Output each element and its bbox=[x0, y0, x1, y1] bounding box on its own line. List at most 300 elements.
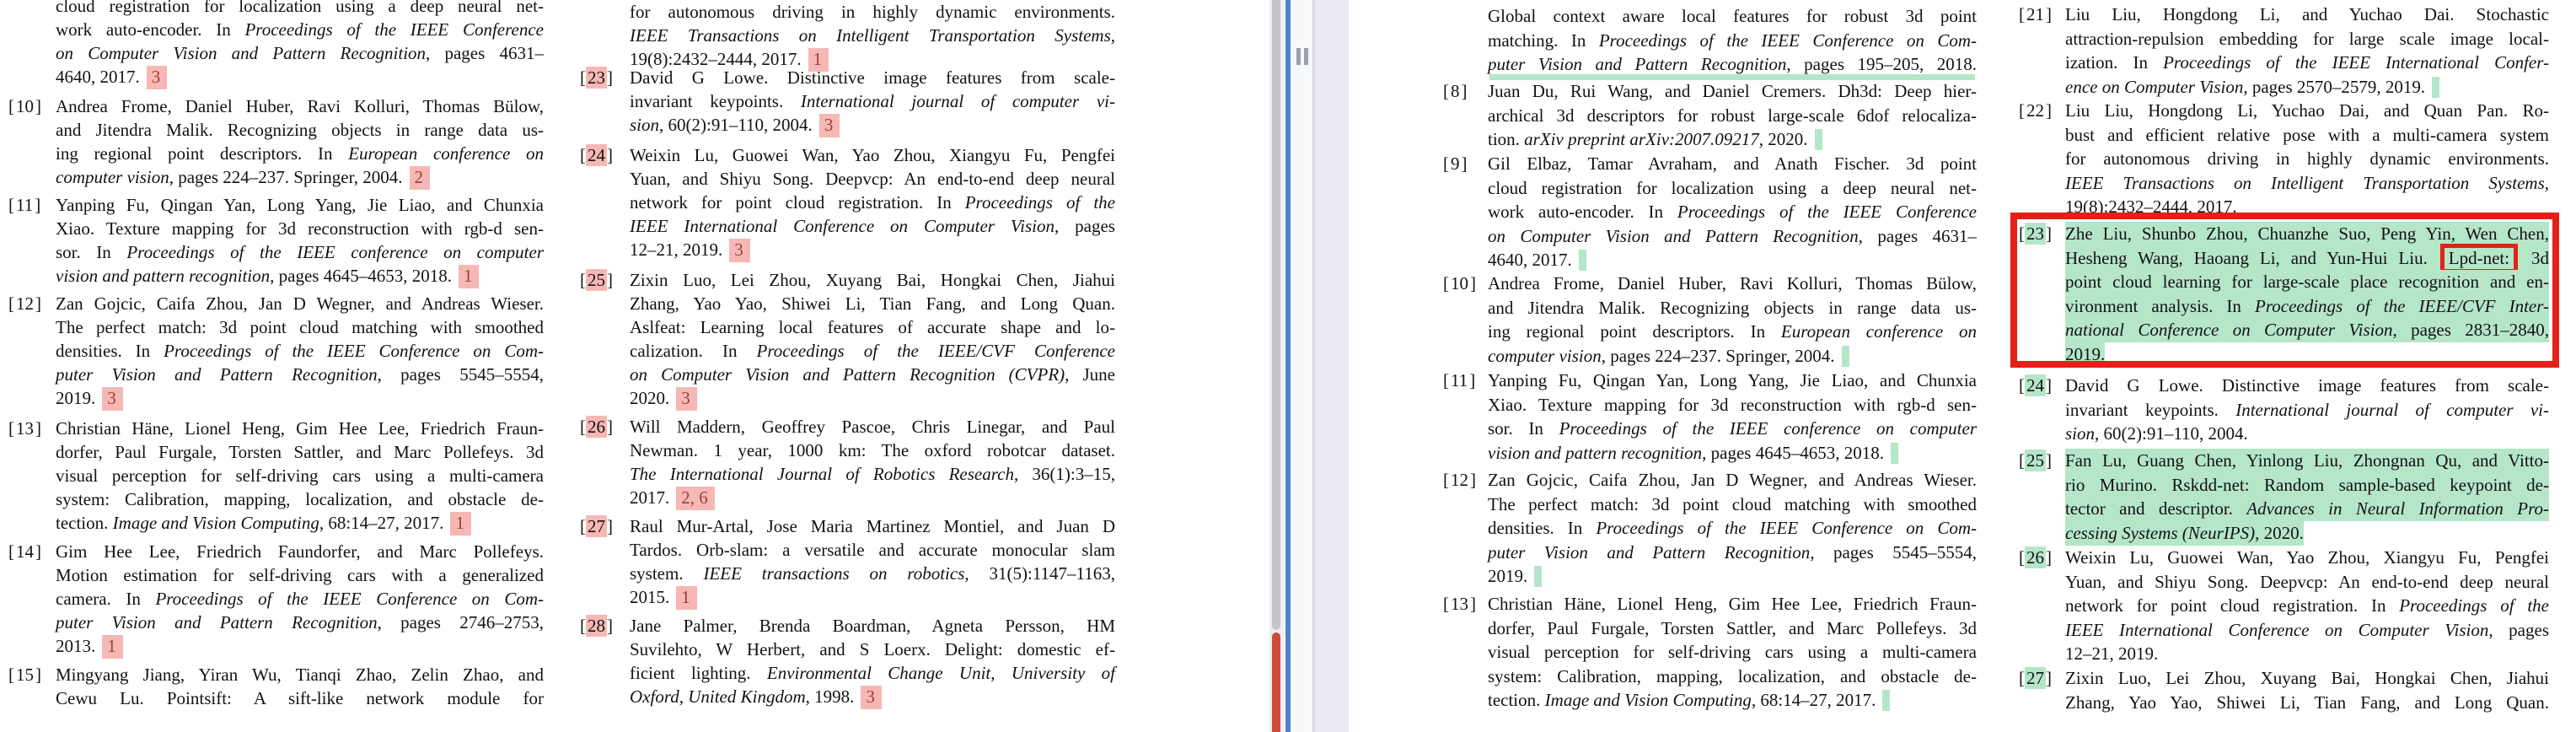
reference-entry-23 bbox=[2019, 222, 2549, 366]
reference-line bbox=[56, 18, 544, 41]
reference-line bbox=[2065, 294, 2549, 319]
reference-line bbox=[1443, 272, 1977, 296]
reference-text: densities. In Proceedings of the IEEE Conference on Com- bbox=[56, 341, 544, 361]
reference-text: puter Vision and Pattern Recognition, pages 195–205, 2018. bbox=[1488, 54, 1977, 74]
reference-text: for autonomous driving in highly dynamic environments. bbox=[630, 2, 1115, 22]
reference-text: Global context aware local features for robust 3d point bbox=[1488, 6, 1977, 26]
reference-entry-partial bbox=[56, 0, 544, 89]
reference-text: tion. arXiv preprint arXiv:2007.09217, 2020. bbox=[1488, 129, 1808, 149]
reference-text: archical 3d descriptors for robust large-scale 6dof relocaliza- bbox=[1488, 105, 1977, 126]
reference-entry-13 bbox=[8, 417, 544, 535]
reference-entry-11 bbox=[1443, 369, 1977, 465]
reference-line bbox=[630, 214, 1115, 238]
reference-line bbox=[56, 217, 544, 240]
diff-insertion-mark bbox=[1534, 566, 1542, 587]
reference-line bbox=[630, 89, 1115, 113]
reference-line bbox=[630, 315, 1115, 339]
citation-page-number-deleted: 2, 6 bbox=[676, 487, 715, 510]
reference-line bbox=[56, 41, 544, 65]
reference-line bbox=[2065, 318, 2549, 342]
reference-line bbox=[2019, 3, 2549, 27]
reference-line bbox=[630, 191, 1115, 214]
reference-number: [10] bbox=[1443, 273, 1476, 293]
reference-line bbox=[56, 315, 544, 339]
reference-line bbox=[2019, 546, 2549, 570]
reference-line bbox=[1488, 541, 1977, 565]
citation-page-number-deleted: 3 bbox=[861, 686, 882, 709]
reference-text: densities. In Proceedings of the IEEE Conference on Com- bbox=[1488, 518, 1977, 538]
reference-text: system: Calibration, mapping, localization, and obstacle de- bbox=[56, 489, 544, 509]
reference-line bbox=[1488, 665, 1977, 689]
reference-line bbox=[8, 94, 544, 118]
left-document-pane[interactable] bbox=[0, 0, 1269, 732]
reference-line bbox=[56, 264, 544, 288]
reference-text: sion, 60(2):91–110, 2004. bbox=[2065, 423, 2248, 444]
pause-handle-icon[interactable] bbox=[1296, 48, 1309, 65]
reference-text: Zixin Luo, Lei Zhou, Xuyang Bai, Hongkai Chen, Jiahui bbox=[630, 270, 1115, 290]
reference-text: Liu Liu, Hongdong Li, Yuchao Dai, and Quan Pan. Ro- bbox=[2065, 100, 2549, 121]
reference-text: attraction-repulsion embedding for large scale image local- bbox=[2065, 28, 2549, 49]
reference-line bbox=[56, 165, 544, 189]
reference-text: dorfer, Paul Furgale, Torsten Sattler, and Marc Pollefeys. 3d bbox=[56, 442, 544, 462]
citation-page-number-deleted: 2 bbox=[410, 166, 431, 190]
reference-text: cloud registration for localization using a deep neural net- bbox=[56, 0, 544, 16]
reference-text: and Jitendra Malik. Recognizing objects in range data us- bbox=[1488, 297, 1977, 318]
reference-number: [23] bbox=[580, 67, 613, 88]
reference-number: [12] bbox=[1443, 470, 1476, 490]
reference-text: computer vision, pages 224–237. Springer, 2004. bbox=[1488, 345, 1835, 366]
reference-line bbox=[630, 167, 1115, 191]
reference-text: Yuan, and Shiyu Song. Deepvcp: An end-to-end deep neural bbox=[630, 169, 1115, 189]
reference-text: 2013. bbox=[56, 636, 96, 656]
citation-page-number-deleted: 3 bbox=[676, 387, 697, 411]
reference-text: cessing Systems (NeurIPS), 2020. bbox=[2065, 521, 2304, 546]
reference-line bbox=[8, 292, 544, 315]
reference-text: David G Lowe. Distinctive image features from scale- bbox=[630, 67, 1115, 88]
reference-line bbox=[56, 65, 544, 89]
reference-text: on Computer Vision and Pattern Recognition, pages 4631– bbox=[56, 43, 544, 63]
reference-text: Gil Elbaz, Tamar Avraham, and Anath Fischer. 3d point bbox=[1488, 153, 1977, 174]
reference-text: sor. In Proceedings of the IEEE conference on computer bbox=[56, 242, 544, 262]
reference-line bbox=[2019, 666, 2549, 691]
reference-text: Xiao. Texture mapping for 3d reconstruction with rgb-d sen- bbox=[1488, 394, 1977, 415]
reference-line bbox=[1488, 52, 1977, 77]
reference-entry-23 bbox=[580, 66, 1115, 137]
reference-text: Juan Du, Rui Wang, and Daniel Cremers. Dh3d: Deep hier- bbox=[1488, 81, 1977, 101]
reference-text: Weixin Lu, Guowei Wan, Yao Zhou, Xiangyu Fu, Pengfei bbox=[2065, 547, 2549, 568]
reference-number: [10] bbox=[8, 96, 41, 116]
reference-line bbox=[580, 66, 1115, 89]
reference-line bbox=[630, 113, 1115, 137]
reference-line bbox=[8, 540, 544, 563]
reference-line bbox=[8, 663, 544, 686]
reference-text: puter Vision and Pattern Recognition, pages 5545–5554, bbox=[1488, 541, 1977, 562]
reference-line bbox=[580, 143, 1115, 167]
reference-line bbox=[1443, 592, 1977, 616]
reference-line bbox=[56, 611, 544, 634]
reference-text: IEEE Transactions on Intelligent Transportation Systems, bbox=[2065, 172, 2549, 193]
reference-number: [15] bbox=[8, 665, 41, 685]
reference-text: Andrea Frome, Daniel Huber, Ravi Kolluri, Thomas Bülow, bbox=[56, 96, 544, 116]
reference-line bbox=[1488, 104, 1977, 128]
reference-entry-26 bbox=[580, 415, 1115, 509]
reference-line bbox=[1488, 516, 1977, 541]
reference-line bbox=[2019, 449, 2549, 473]
reference-line bbox=[580, 415, 1115, 439]
reference-entry-24 bbox=[2019, 374, 2549, 446]
reference-text: Zixin Luo, Lei Zhou, Xuyang Bai, Hongkai Chen, Jiahui bbox=[2065, 668, 2549, 688]
reference-line bbox=[1488, 176, 1977, 201]
reference-text: Xiao. Texture mapping for 3d reconstruction with rgb-d sen- bbox=[56, 218, 544, 239]
reference-text: dorfer, Paul Furgale, Torsten Sattler, and Marc Pollefeys. 3d bbox=[1488, 617, 1977, 638]
reference-text: system: Calibration, mapping, localization, and obstacle de- bbox=[1488, 665, 1977, 686]
reference-text: sion, 60(2):91–110, 2004. bbox=[630, 115, 813, 135]
reference-text: Christian Häne, Lionel Heng, Gim Hee Lee, Friedrich Fraun- bbox=[1488, 594, 1977, 614]
reference-line bbox=[2065, 594, 2549, 618]
reference-line bbox=[2065, 618, 2549, 643]
reference-text: ization. In Proceedings of the IEEE International Confer- bbox=[2065, 52, 2549, 73]
reference-text: puter Vision and Pattern Recognition, pages 2746–2753, bbox=[56, 612, 544, 632]
splitter-panel bbox=[1291, 0, 1315, 732]
reference-line bbox=[2065, 422, 2549, 446]
reference-text: 2019. bbox=[56, 388, 96, 408]
reference-number: [11] bbox=[1443, 370, 1476, 390]
reference-line bbox=[1488, 320, 1977, 344]
reference-number: [25] bbox=[2019, 450, 2052, 471]
diff-insertion-mark bbox=[1882, 690, 1890, 711]
reference-line bbox=[1488, 296, 1977, 320]
reference-number: [28] bbox=[580, 616, 613, 636]
citation-page-number-deleted: 3 bbox=[147, 66, 168, 89]
reference-text: Hesheng Wang, Haoang Li, and Yun-Hui Liu. Lpd-net: 3d bbox=[2065, 246, 2549, 271]
reference-line bbox=[56, 464, 544, 487]
reference-line bbox=[1488, 4, 1977, 29]
reference-text: for autonomous driving in highly dynamic environments. bbox=[2065, 148, 2549, 169]
reference-line bbox=[56, 142, 544, 165]
diff-insertion-mark bbox=[1842, 346, 1849, 367]
reference-line bbox=[630, 661, 1115, 685]
reference-line bbox=[8, 193, 544, 217]
reference-text: visual perception for self-driving cars using a multi-camera bbox=[1488, 642, 1977, 662]
reference-text: IEEE Transactions on Intelligent Transportation Systems, bbox=[630, 25, 1115, 46]
reference-text: camera. In Proceedings of the IEEE Conference on Com- bbox=[56, 589, 544, 609]
reference-entry-22 bbox=[2019, 99, 2549, 219]
reference-text: bust and efficient relative pose with a multi-camera system bbox=[2065, 124, 2549, 145]
reference-entry-13 bbox=[1443, 592, 1977, 713]
reference-text: The perfect match: 3d point cloud matching with smoothed bbox=[56, 317, 544, 337]
reference-entry-10 bbox=[1443, 272, 1977, 368]
reference-entry-28 bbox=[580, 614, 1115, 708]
reference-line bbox=[56, 511, 544, 535]
reference-text: IEEE International Conference on Computer Vision, pages bbox=[2065, 619, 2549, 640]
reference-line bbox=[2065, 123, 2549, 148]
diff-insertion-mark bbox=[1579, 250, 1586, 271]
reference-entry-partial bbox=[630, 0, 1115, 71]
reference-line bbox=[1488, 393, 1977, 417]
reference-number: [22] bbox=[2019, 100, 2052, 121]
reference-number: [13] bbox=[8, 418, 41, 439]
reference-text: work auto-encoder. In Proceedings of the IEEE Conference bbox=[1488, 202, 1977, 222]
reference-line bbox=[1488, 688, 1977, 713]
reference-line bbox=[580, 614, 1115, 638]
reference-entry-26 bbox=[2019, 546, 2549, 666]
reference-entry-12 bbox=[8, 292, 544, 410]
reference-text: ence on Computer Vision, pages 2570–2579, 2019. bbox=[2065, 76, 2426, 97]
reference-line bbox=[2065, 398, 2549, 423]
reference-text: visual perception for self-driving cars using a multi-camera bbox=[56, 466, 544, 486]
reference-text: Will Maddern, Geoffrey Pascoe, Chris Linegar, and Paul bbox=[630, 417, 1115, 437]
reference-line bbox=[630, 24, 1115, 47]
reference-text: system. IEEE transactions on robotics, 31(5):1147–1163, bbox=[630, 563, 1116, 584]
reference-text: invariant keypoints. International journal of computer vi- bbox=[630, 91, 1115, 111]
reference-text: Jane Palmer, Brenda Boardman, Agneta Persson, HM bbox=[630, 616, 1115, 636]
reference-text: Cewu Lu. Pointsift: A sift-like network module for bbox=[56, 688, 544, 708]
reference-line bbox=[8, 417, 544, 440]
reference-text: Zan Gojcic, Caifa Zhou, Jan D Wegner, and Andreas Wieser. bbox=[1488, 470, 1977, 490]
reference-line bbox=[2065, 171, 2549, 196]
reference-text: Aslfeat: Learning local features of accurate shape and lo- bbox=[630, 317, 1115, 337]
reference-number: [12] bbox=[8, 293, 41, 314]
reference-line bbox=[1488, 200, 1977, 224]
reference-text: 4640, 2017. bbox=[56, 67, 140, 87]
reference-line bbox=[2065, 473, 2549, 498]
reference-line bbox=[1488, 492, 1977, 517]
scrollbar-diff-marker bbox=[1272, 632, 1280, 732]
reference-line bbox=[2065, 342, 2549, 367]
reference-entry-24 bbox=[580, 143, 1115, 261]
reference-text: Yuan, and Shiyu Song. Deepvcp: An end-to-end deep neural bbox=[2065, 571, 2549, 592]
reference-text: ing regional point descriptors. In European conference on bbox=[1488, 321, 1977, 342]
reference-text: Christian Häne, Lionel Heng, Gim Hee Lee, Friedrich Fraun- bbox=[56, 418, 544, 439]
reference-entry-10 bbox=[8, 94, 544, 189]
reference-entry-27 bbox=[2019, 666, 2549, 714]
reference-line bbox=[630, 462, 1115, 486]
reference-text: Oxford, United Kingdom, 1998. bbox=[630, 686, 855, 707]
reference-text: Zan Gojcic, Caifa Zhou, Jan D Wegner, and Andreas Wieser. bbox=[56, 293, 544, 314]
reference-line bbox=[56, 587, 544, 611]
reference-text: Zhang, Yao Yao, Shiwei Li, Tian Fang, and Long Quan. bbox=[2065, 692, 2549, 713]
citation-page-number-deleted: 1 bbox=[676, 586, 697, 610]
reference-text: 2019. bbox=[1488, 566, 1528, 586]
citation-page-number-deleted: 1 bbox=[102, 635, 123, 659]
citation-page-number-deleted: 1 bbox=[459, 265, 480, 288]
citation-page-number-deleted: 1 bbox=[450, 512, 471, 536]
reference-text: work auto-encoder. In Proceedings of the IEEE Conference bbox=[56, 19, 544, 40]
citation-page-number-deleted: 3 bbox=[729, 239, 750, 262]
citation-page-number-deleted: 1 bbox=[808, 48, 829, 72]
reference-line bbox=[56, 0, 544, 18]
reference-text: Raul Mur-Artal, Jose Maria Martinez Montiel, and Juan D bbox=[630, 516, 1115, 536]
reference-entry-15 bbox=[8, 663, 544, 710]
reference-line bbox=[580, 514, 1115, 538]
reference-text: Yanping Fu, Qingan Yan, Long Yang, Jie Liao, and Chunxia bbox=[1488, 370, 1977, 390]
reference-text: tection. Image and Vision Computing, 68:14–27, 2017. bbox=[56, 513, 444, 533]
reference-text: cloud registration for localization using a deep neural net- bbox=[1488, 177, 1977, 198]
reference-text: 12–21, 2019. bbox=[630, 240, 723, 260]
reference-line bbox=[2065, 497, 2549, 521]
reference-number: [8] bbox=[1443, 81, 1468, 101]
reference-text: point cloud learning for large-scale place recognition and en- bbox=[2065, 270, 2549, 294]
reference-text: Suvilehto, W Herbert, and S Loerx. Delight: domestic ef- bbox=[630, 639, 1115, 659]
reference-line bbox=[630, 0, 1115, 24]
reference-text: 4640, 2017. bbox=[1488, 250, 1572, 270]
diff-insertion-mark bbox=[1891, 443, 1898, 464]
reference-text: Zhang, Yao Yao, Shiwei Li, Tian Fang, and Long Quan. bbox=[630, 293, 1115, 314]
reference-text: 19(8):2432–2444, 2017. bbox=[630, 49, 802, 69]
reference-line bbox=[630, 486, 1115, 509]
reference-text: Andrea Frome, Daniel Huber, Ravi Kolluri, Thomas Bülow, bbox=[1488, 273, 1977, 293]
reference-text: The International Journal of Robotics Research, 36(1):3–15, bbox=[630, 464, 1115, 484]
reference-text: vision and pattern recognition, pages 4645–4653, 2018. bbox=[56, 266, 452, 286]
reference-line bbox=[56, 487, 544, 511]
reference-text: invariant keypoints. International journal of computer vi- bbox=[2065, 399, 2549, 420]
reference-entry-11 bbox=[8, 193, 544, 288]
reference-number: [27] bbox=[2019, 668, 2052, 688]
reference-number: [24] bbox=[580, 145, 613, 165]
reference-line bbox=[56, 363, 544, 386]
reference-line bbox=[630, 562, 1115, 585]
reference-number: [21] bbox=[2019, 4, 2052, 24]
reference-line bbox=[1488, 564, 1977, 589]
reference-text: Yanping Fu, Qingan Yan, Long Yang, Jie Liao, and Chunxia bbox=[56, 195, 544, 215]
reference-line bbox=[1443, 152, 1977, 176]
reference-line bbox=[2065, 195, 2549, 219]
reference-line bbox=[630, 685, 1115, 708]
reference-line bbox=[2065, 246, 2549, 271]
reference-text: The perfect match: 3d point cloud matching with smoothed bbox=[1488, 493, 1977, 514]
reference-text: vision and pattern recognition, pages 4645–4653, 2018. bbox=[1488, 442, 1884, 463]
reference-text: on Computer Vision and Pattern Recognition, pages 4631– bbox=[1488, 225, 1977, 246]
scrollbar-thumb[interactable] bbox=[1272, 0, 1280, 630]
reference-line bbox=[1488, 224, 1977, 249]
reference-text: matching. In Proceedings of the IEEE Conference on Com- bbox=[1488, 30, 1978, 51]
reference-text: Mingyang Jiang, Yiran Wu, Tianqi Zhao, Zelin Zhao, and bbox=[56, 665, 544, 685]
reference-line bbox=[56, 440, 544, 464]
reference-text: 12–21, 2019. bbox=[2065, 643, 2159, 664]
reference-line bbox=[2065, 270, 2549, 294]
reference-text: vironment analysis. In Proceedings of the IEEE/CVF Inter- bbox=[2065, 294, 2549, 319]
reference-line bbox=[1443, 79, 1977, 104]
reference-text: Newman. 1 year, 1000 km: The oxford robotcar dataset. bbox=[630, 440, 1115, 460]
reference-line bbox=[630, 439, 1115, 462]
reference-text: and Jitendra Malik. Recognizing objects in range data us- bbox=[56, 120, 544, 140]
reference-text: rio Murino. Rskdd-net: Random sample-based keypoint de- bbox=[2065, 473, 2549, 498]
reference-number: [26] bbox=[580, 417, 613, 437]
reference-line bbox=[630, 363, 1115, 386]
reference-text: Zhe Liu, Shunbo Zhou, Chuanzhe Suo, Peng Yin, Wen Chen, bbox=[2065, 222, 2549, 246]
reference-text: Gim Hee Lee, Friedrich Faundorfer, and Marc Pollefeys. bbox=[56, 541, 544, 562]
reference-line bbox=[1443, 369, 1977, 393]
reference-line bbox=[630, 638, 1115, 661]
reference-number: [26] bbox=[2019, 547, 2052, 568]
reference-text: ficient lighting. Environmental Change Unit, University of bbox=[630, 663, 1115, 683]
diff-insertion-mark bbox=[2432, 77, 2439, 98]
reference-line bbox=[1488, 441, 1977, 466]
reference-line bbox=[56, 339, 544, 363]
reference-line bbox=[2019, 99, 2549, 123]
reference-line bbox=[1488, 417, 1977, 441]
reference-text: Fan Lu, Guang Chen, Yinlong Liu, Zhongnan Qu, and Vitto- bbox=[2065, 449, 2549, 473]
reference-number: [14] bbox=[8, 541, 41, 562]
reference-line bbox=[2065, 691, 2549, 715]
reference-text: 2019. bbox=[2065, 342, 2105, 367]
reference-text: 2020. bbox=[630, 388, 670, 408]
reference-line bbox=[630, 339, 1115, 363]
reference-line bbox=[2065, 147, 2549, 171]
reference-number: [25] bbox=[580, 270, 613, 290]
reference-line bbox=[2065, 521, 2549, 546]
reference-number: [9] bbox=[1443, 153, 1468, 174]
reference-text: David G Lowe. Distinctive image features from scale- bbox=[2065, 375, 2549, 396]
reference-text: puter Vision and Pattern Recognition, pages 5545–5554, bbox=[56, 364, 544, 385]
reference-entry-25 bbox=[2019, 449, 2549, 545]
reference-text: tection. Image and Vision Computing, 68:14–27, 2017. bbox=[1488, 690, 1876, 710]
reference-line bbox=[56, 386, 544, 410]
reference-text: 2017. bbox=[630, 487, 670, 508]
reference-entry-9 bbox=[1443, 152, 1977, 272]
reference-line bbox=[56, 634, 544, 658]
reference-text: sor. In Proceedings of the IEEE conference on computer bbox=[1488, 418, 1977, 439]
reference-number: [13] bbox=[1443, 594, 1476, 614]
reference-text: computer vision, pages 224–237. Springer, 2004. bbox=[56, 167, 403, 187]
reference-entry-25 bbox=[580, 268, 1115, 410]
reference-line bbox=[2065, 51, 2549, 75]
reference-text: network for point cloud registration. In Proceedings of the bbox=[2065, 595, 2549, 616]
reference-line bbox=[1488, 248, 1977, 272]
reference-line bbox=[1488, 640, 1977, 665]
reference-text: Motion estimation for self-driving cars with a generalized bbox=[56, 565, 544, 585]
reference-line bbox=[56, 240, 544, 264]
reference-text: on Computer Vision and Pattern Recognition (CVPR), June bbox=[630, 364, 1115, 385]
reference-line bbox=[1488, 616, 1977, 641]
reference-text: ing regional point descriptors. In European conference on bbox=[56, 143, 544, 164]
reference-entry-21 bbox=[2019, 3, 2549, 99]
reference-line bbox=[1443, 468, 1977, 492]
reference-text: IEEE International Conference on Computer Vision, pages bbox=[630, 216, 1115, 236]
reference-text: tector and descriptor. Advances in Neural Information Pro- bbox=[2065, 497, 2549, 521]
reference-text: Tardos. Orb-slam: a versatile and accurate monocular slam bbox=[630, 540, 1115, 560]
reference-text: national Conference on Computer Vision, pages 2831–2840, bbox=[2065, 318, 2549, 342]
reference-line bbox=[2065, 642, 2549, 666]
reference-text: 2015. bbox=[630, 587, 670, 607]
reference-line bbox=[2065, 75, 2549, 100]
citation-page-number-deleted: 3 bbox=[819, 114, 840, 137]
diff-insertion-mark bbox=[1815, 129, 1822, 150]
reference-number: [24] bbox=[2019, 375, 2052, 396]
reference-entry-14 bbox=[8, 540, 544, 658]
reference-line bbox=[580, 268, 1115, 292]
reference-text: calization. In Proceedings of the IEEE/CVF Conference bbox=[630, 341, 1115, 361]
reference-line bbox=[1488, 127, 1977, 152]
reference-line bbox=[56, 686, 544, 710]
reference-line bbox=[630, 386, 1115, 410]
reference-entry-27 bbox=[580, 514, 1115, 609]
reference-text: network for point cloud registration. In Proceedings of the bbox=[630, 192, 1115, 213]
reference-number: [11] bbox=[8, 195, 41, 215]
reference-line bbox=[56, 118, 544, 142]
reference-entry-12 bbox=[1443, 468, 1977, 589]
reference-line bbox=[630, 585, 1115, 609]
reference-text: 19(8):2432–2444, 2017. bbox=[2065, 196, 2237, 217]
reference-line bbox=[2019, 374, 2549, 398]
reference-line bbox=[1488, 29, 1977, 53]
reference-line bbox=[1488, 344, 1977, 369]
right-document-pane[interactable] bbox=[1349, 0, 2576, 732]
reference-text: Weixin Lu, Guowei Wan, Yao Zhou, Xiangyu Fu, Pengfei bbox=[630, 145, 1115, 165]
reference-number: [23] bbox=[2019, 223, 2052, 244]
reference-line bbox=[630, 238, 1115, 261]
reference-entry-8 bbox=[1443, 79, 1977, 152]
